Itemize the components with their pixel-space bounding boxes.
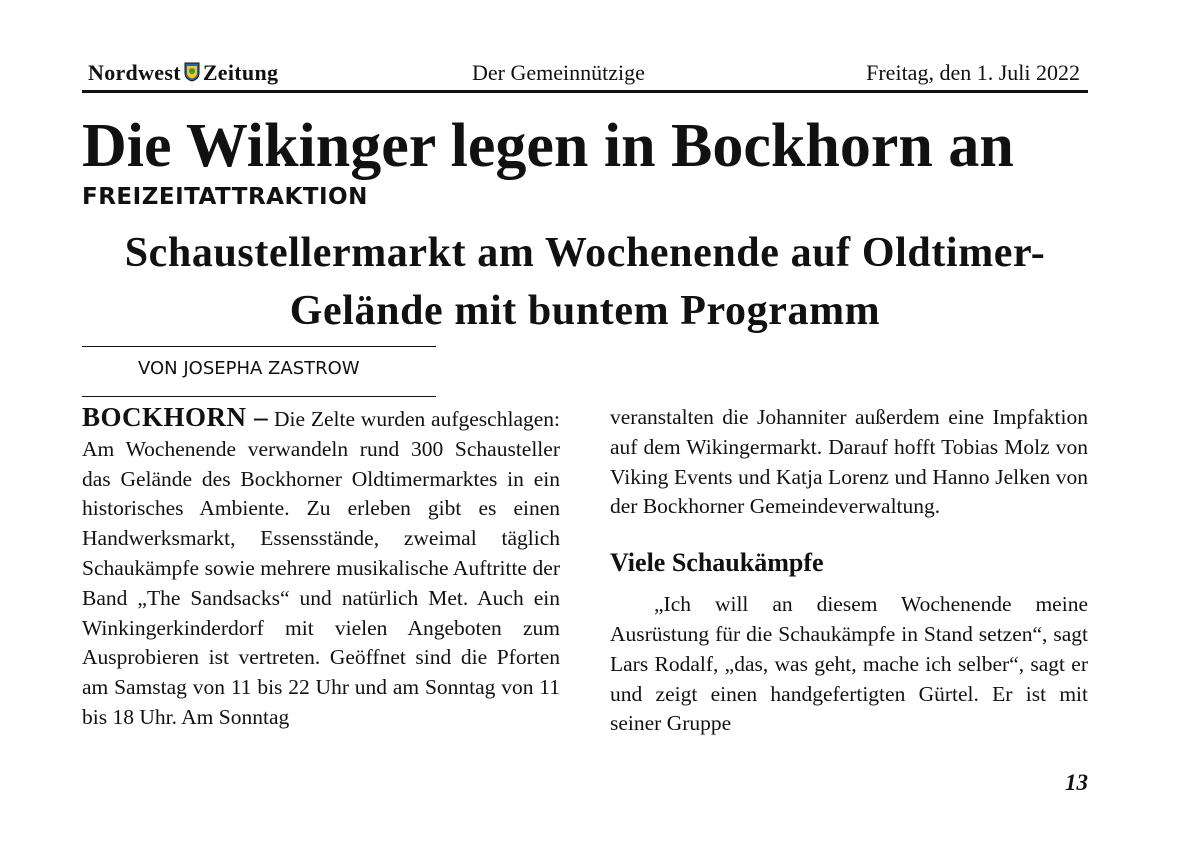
article-column-right — [610, 403, 1088, 739]
article-kicker: FREIZEITATTRAKTION — [82, 184, 368, 210]
page-number: 13 — [1065, 770, 1088, 795]
paragraph-1-text-right: veranstalten die Johanniter außerdem eine Impfaktion auf dem Wikingermarkt. Darauf hofft Tobias Molz von Viking Events und Katja Lorenz und Hanno Jelken von der Bockhorner Gemeindeverwaltung. — [610, 405, 1088, 519]
article-paragraph-1-part-2 — [610, 403, 1088, 522]
section-name: Der Gemeinnützige — [472, 60, 645, 85]
logo-word-nordwest: Nordwest — [88, 60, 181, 85]
paragraph-1-text-left: Die Zelte wurden aufgeschlagen: Am Wochenende verwandeln rund 300 Schausteller das Gelände des Bockhorner Oldtimermarktes in ein historisches Ambiente. Zu erleben gibt es einen Handwerksmarkt, Essensstände, zweimal täglich Schaukämpfe sowie mehrere musikalische Auftritte der Band „The Sandsacks“ und natürlich Met. Auch ein Winkingerkinderdorf mit vielen Angeboten zum Ausprobieren ist vertreten. Geöffnet sind die Pforten am Samstag von 11 bis 22 Uhr und am Sonntag von 11 bis 18 Uhr. Am Sonntag — [82, 407, 560, 729]
section-heading: Viele Schaukämpfe — [610, 548, 824, 578]
byline-rule-top — [82, 346, 436, 347]
logo-word-zeitung: Zeitung — [202, 60, 279, 85]
article-paragraph-2: „Ich will an diesem Wochenende meine Ausrüstung für die Schaukämpfe in Stand setzen“, sagt Lars Rodalf, „das, was geht, mache ich selber“, sagt er und zeigt einen handgefertigten Gürtel. Er ist mit seiner Gruppe — [610, 592, 1088, 736]
article-dateline: BOCKHORN – — [82, 402, 269, 432]
masthead — [82, 56, 1088, 93]
issue-date: Freitag, den 1. Juli 2022 — [866, 60, 1080, 85]
article-byline: VON JOSEPHA ZASTROW — [138, 358, 360, 379]
newspaper-logo — [88, 60, 278, 88]
article-paragraph-1-part-1 — [82, 403, 560, 733]
coat-of-arms-icon — [184, 62, 200, 88]
article-headline: Die Wikinger legen in Bockhorn an — [82, 112, 1014, 180]
byline-rule-bottom — [82, 396, 436, 397]
article-column-left — [82, 403, 560, 733]
article-subheadline: Schaustellermarkt am Wochenende auf Oldtimer-Gelände mit buntem Programm — [124, 230, 1046, 334]
